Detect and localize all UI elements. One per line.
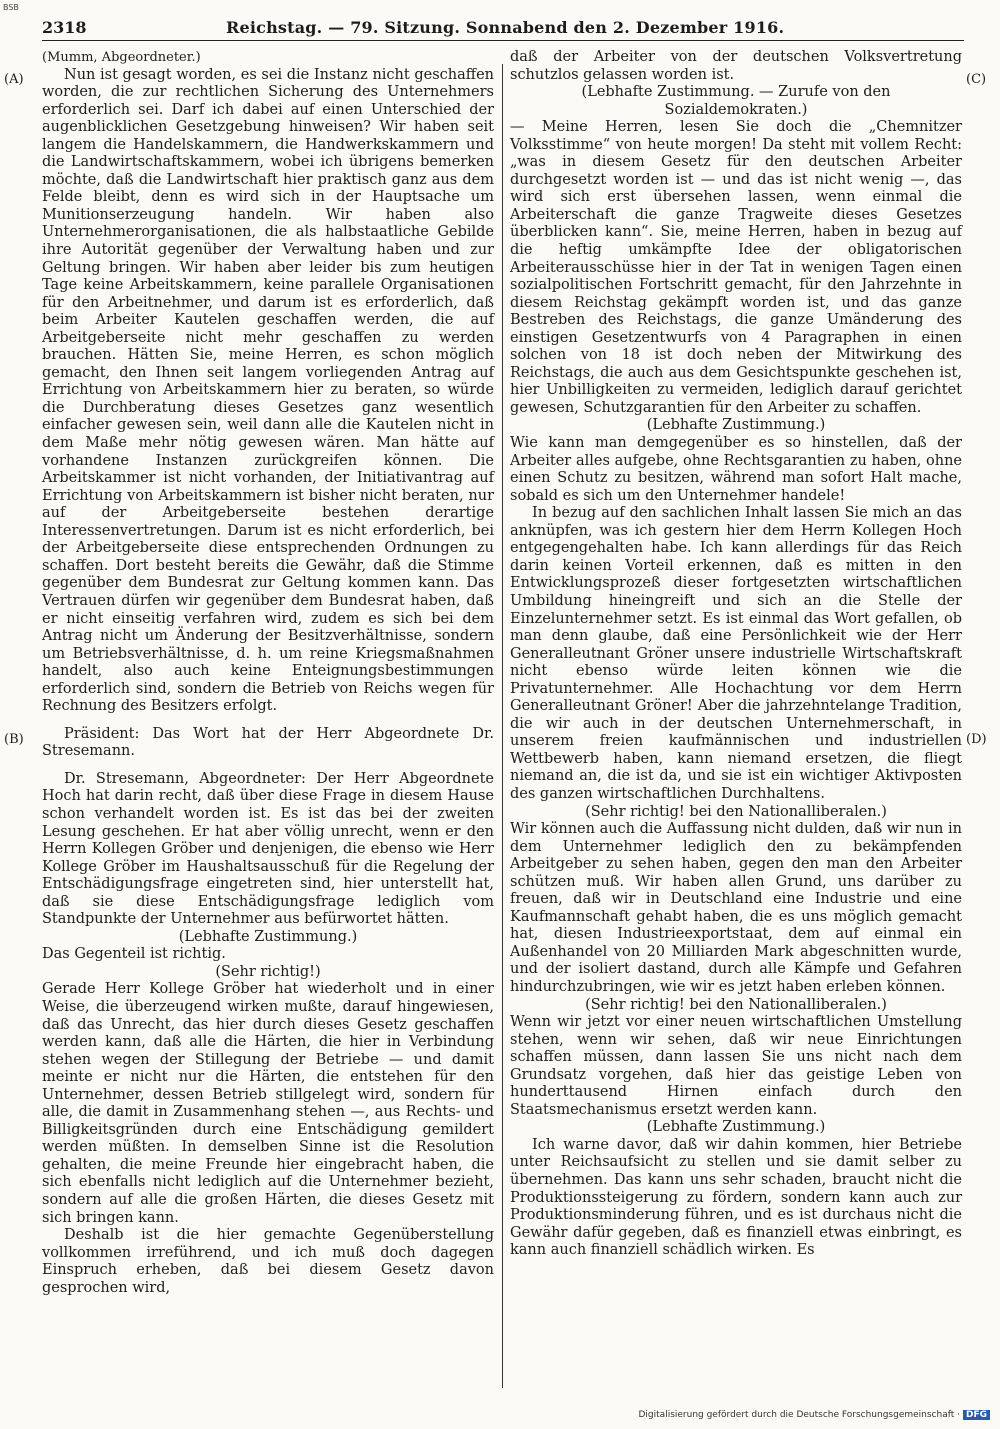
- interjection: (Lebhafte Zustimmung.): [646, 417, 826, 434]
- page-number: 2318: [42, 18, 87, 37]
- digitization-credit: [639, 1410, 991, 1420]
- interjection: (Lebhafte Zustimmung. — Zurufe von den Sozialdemokraten.): [581, 84, 891, 118]
- paragraph: Dr. Stresemann, Abgeordneter: Der Herr Abgeordnete Hoch hat darin recht, daß über diese Frage in diesem Hause schon verhandelt worden ist. Es ist das bei der zweiten Lesung geschehen. Er hat aber völlig unrecht, wenn er den Herrn Kollegen Gröber und denjenigen, die ebenso wie Herr Kollege Gröber im Haushaltsausschuß für die Regelung der Entschädigungsfrage eingetreten sind, hier unterstellt hat, daß sie diese Entschädigungsfrage lediglich vom Standpunkte der Unternehmer aus befürwortet hätten.: [42, 770, 494, 928]
- page-header: [42, 14, 964, 40]
- left-column: [42, 49, 494, 1297]
- right-column: [510, 49, 962, 1260]
- paragraph: In bezug auf den sachlichen Inhalt lassen Sie mich an das anknüpfen, was ich gestern hier dem Herrn Kollegen Hoch entgegengehalten habe. Ich kann allerdings für das Reich darin keinen Vorteil erkennen, daß es mitten in den Entwicklungsprozeß dieser fortgesetzten wirtschaftlichen Umbildung hineingreift und sich an die Stelle der Einzelunternehmer setzt. Es ist einmal das Wort gefallen, ob man denn glaube, daß eine Persönlichkeit wie der Herr Generalleutnant Gröner unsere industrielle Wirtschaftskraft nicht ebenso würde leiten können wie die Privatunternehmer. Alle Hochachtung vor dem Herrn Generalleutnant Gröner! Aber die jahrzehntelange Tradition, die wir auch in der deutschen Unternehmerschaft, in unserem freien kaufmännischen und industriellen Wettbewerb haben, kann niemand ersetzen, die fliegt niemand an, die ist da, und sie ist ein wichtiger Aktivposten des ganzen wirtschaftlichen Durchhaltens.: [510, 505, 962, 802]
- dfg-logo: DFG: [963, 1410, 990, 1420]
- margin-marker-a: (A): [4, 72, 24, 87]
- paragraph: Wenn wir jetzt vor einer neuen wirtschaftlichen Umstellung stehen, wenn wir sehen, daß wir neue Einrichtungen schaffen müssen, dann lassen Sie uns nicht nach dem Grundsatz vorgehen, daß hier das geistige Leben von hunderttausend Hirnen einfach durch den Staatsmechanismus ersetzt werden kann.: [510, 1014, 962, 1118]
- president-paragraph: Präsident: Das Wort hat der Herr Abgeordnete Dr. Stresemann.: [42, 725, 494, 760]
- paragraph: Wie kann man demgegenüber es so hinstellen, daß der Arbeiter alles aufgebe, ohne Rechtsgarantien zu haben, ohne einen Schutz zu besitzen, während man sofort Halt mache, sobald es sich um den Unternehmer handele!: [510, 435, 962, 504]
- paragraph: Deshalb ist die hier gemachte Gegenüberstellung vollkommen irreführend, und ich muß doch dagegen Einspruch erheben, daß bei diesem Gesetz davon gesprochen wird,: [42, 1227, 494, 1296]
- header-rule: [42, 40, 964, 41]
- library-stamp: BSB: [3, 3, 19, 12]
- paragraph: Das Gegenteil ist richtig.: [42, 946, 226, 963]
- paragraph: Ich warne davor, daß wir dahin kommen, hier Betriebe unter Reichsaufsicht zu stellen und sie damit selber zu übernehmen. Das kann uns sehr schaden, braucht nicht die Produktionssteigerung zu fördern, sondern kann auch zur Produktionsminderung führen, und es ist durchaus nicht die Gewähr dafür gegeben, daß es finanziell etwas einbringt, es kann auch finanziell schädlich wirken. Es: [510, 1136, 962, 1259]
- margin-marker-b: (B): [4, 732, 24, 747]
- paragraph: Gerade Herr Kollege Gröber hat wiederholt und in einer Weise, die überzeugend wirken mußte, darauf hingewiesen, daß das Unrecht, das hier durch dieses Gesetz geschaffen werden kann, daß alle die Härten, die hier in Verbindung stehen wegen der Stillegung der Betriebe — und damit meinte er nicht nur die Härten, die entstehen für den Unternehmer, dessen Betrieb stillgelegt wird, sondern für alle, die damit in Zusammenhang stehen —, aus Rechts- und Billigkeitsgründen durch eine Entschädigung gemildert werden müßten. In demselben Sinne ist die Resolution gehalten, die meine Freunde hier eingebracht haben, die sich ebenfalls nicht lediglich auf die Unternehmer bezieht, sondern auf alle die großen Härten, die dieses Gesetz mit sich bringen kann.: [42, 981, 494, 1226]
- margin-marker-d: (D): [966, 732, 987, 747]
- column-rule: [502, 64, 503, 1388]
- interjection: (Sehr richtig! bei den Nationalliberalen.): [585, 996, 887, 1013]
- credit-text: Digitalisierung gefördert durch die Deutsche Forschungsgemeinschaft ·: [638, 1410, 960, 1420]
- paragraph: daß der Arbeiter von der deutschen Volksvertretung schutzlos gelassen worden ist.: [510, 49, 962, 83]
- running-title: Reichstag. — 79. Sitzung. Sonnabend den 2. Dezember 1916.: [226, 18, 785, 37]
- paragraph: Wir können auch die Auffassung nicht dulden, daß wir nun in dem Unternehmer lediglich den zu bekämpfenden Arbeitgeber zu sehen haben, gegen den man den Arbeiter schützen muß. Wir haben allen Grund, uns darüber zu freuen, daß wir in Deutschland eine Industrie und eine Kaufmannschaft gehabt haben, die es uns möglich gemacht hat, diesen Industrieexportstaat, dem auf einmal ein Außenhandel von 20 Milliarden Mark abgeschnitten wurde, und der isoliert dastand, durch alle Kämpfe und Gefahren hindurchzubringen, wie wir es jetzt haben erleben können.: [510, 821, 962, 995]
- paragraph: Nun ist gesagt worden, es sei die Instanz nicht geschaffen worden, die zur rechtlichen Sicherung des Unternehmers erforderlich sei. Darf ich dabei auf einen Unterschied der augenblicklichen Gesetzgebung hinweisen? Wir haben seit langem die Handelskammern, die Handwerkskammern und die Landwirtschaftskammern, wobei ich übrigens bemerken möchte, daß die Landwirtschaft hier praktisch ganz aus dem Felde bleibt, denn es wird sich in der Hauptsache um Munitionserzeugung handeln. Wir haben also Unternehmerorganisationen, die als halbstaatliche Gebilde ihre Autorität gegenüber der Verwaltung haben und zur Geltung bringen. Wir haben aber leider bis zum heutigen Tage keine Arbeitskammern, keine parallele Organisationen für den Arbeitnehmer, und darum ist es erforderlich, daß beim Arbeiter Kautelen geschaffen werden, die auf Arbeitgeberseite nicht mehr geschaffen zu werden brauchen. Hätten Sie, meine Herren, es schon möglich gemacht, den Ihnen seit langem vorliegenden Antrag auf Errichtung von Arbeitskammern hier zu beraten, so würde die Durchberatung dieses Gesetzes ganz wesentlich einfacher gewesen sein, weil dann alle die Kautelen nicht in dem Maße mehr nötig gewesen wären. Man hätte auf vorhandene Instanzen zurückgreifen können. Die Arbeitskammer ist nicht vorhanden, der Initiativantrag auf Errichtung von Arbeitskammern ist bisher nicht beraten, nur auf der Arbeitgeberseite bestehen derartige Interessenvertretungen. Darum ist es nicht erforderlich, bei der Arbeitgeberseite diese entsprechenden Ordnungen zu schaffen. Dort besteht bereits die Gewähr, daß die Stimme gegenüber dem Bundesrat zur Geltung kommen kann. Das Vertrauen dürfen wir gegenüber dem Bundesrat haben, daß er nicht einseitig verfahren wird, zudem es sich bei dem Antrag nicht um Änderung der Besitzverhältnisse, sondern um Betriebsverhältnisse, d. h. um reine Kriegsmaßnahmen handelt, also auch keine Enteignungsbestimmungen erforderlich sind, sondern die Betrieb von Reichs wegen für Rechnung des Besitzers erfolgt.: [42, 66, 494, 715]
- margin-marker-c: (C): [966, 72, 987, 87]
- paragraph: — Meine Herren, lesen Sie doch die „Chemnitzer Volksstimme“ von heute morgen! Da steht mit vollem Recht: „was in diesem Gesetz für den deutschen Arbeiter durchgesetzt worden ist — und das ist nicht wenig —, das wird sich erst übersehen lassen, wenn einmal die Arbeiterschaft die ganze Tragweite dieses Gesetzes überblicken kann“. Sie, meine Herren, haben in bezug auf die heftig umkämpfte Idee der obligatorischen Arbeiterausschüsse hier in der Tat in wenigen Tagen einen sozialpolitischen Fortschritt gemacht, für den Jahrzehnte in diesem Reichstag gekämpft worden ist, und das ganze Bestreben des Reichstags, die ganze Umänderung des einstigen Gesetzentwurfs von 4 Paragraphen in einen solchen von 18 ist doch neben der Mitwirkung des Reichstags, die auch aus dem Gesichtspunkte geschehen ist, hier Unbilligkeiten zu vermeiden, lediglich darauf gerichtet gewesen, Schutzgarantien für den Arbeiter zu schaffen.: [510, 119, 962, 416]
- interjection: (Sehr richtig!): [215, 963, 321, 980]
- speaker-tag: (Mumm, Abgeordneter.): [42, 50, 201, 65]
- interjection: (Lebhafte Zustimmung.): [646, 1119, 826, 1136]
- interjection: (Lebhafte Zustimmung.): [178, 928, 358, 945]
- interjection: (Sehr richtig! bei den Nationalliberalen.): [585, 803, 887, 820]
